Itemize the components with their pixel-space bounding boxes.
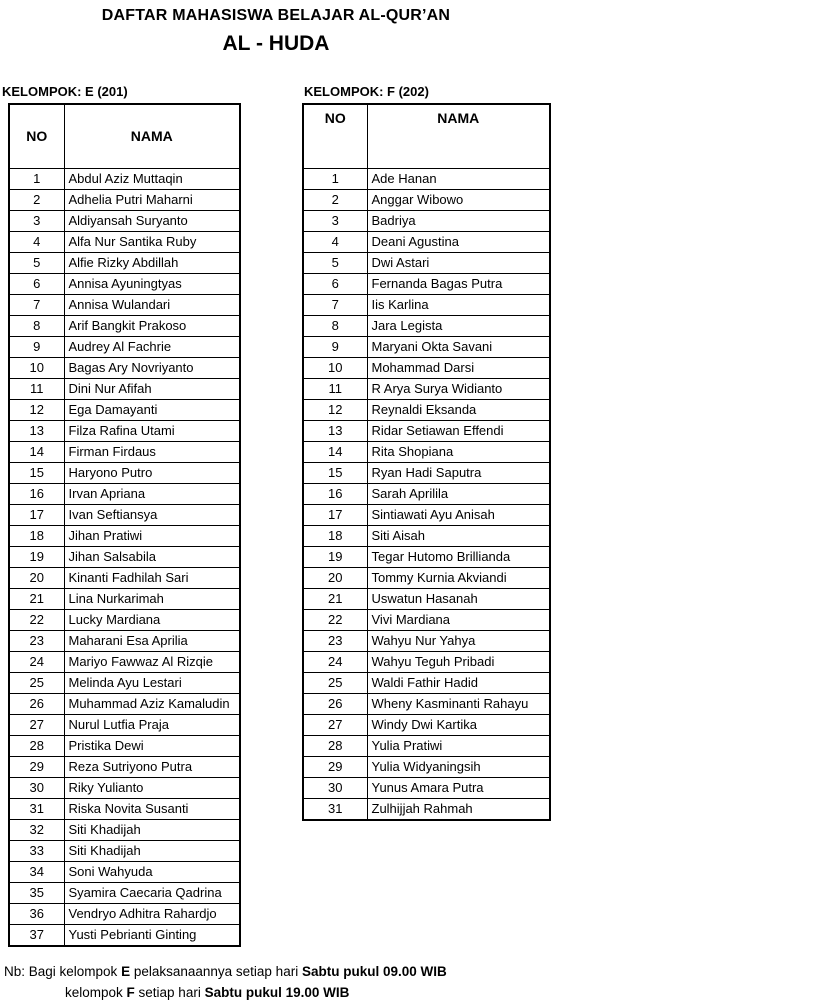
row-name-cell: Sarah Aprilila — [367, 483, 550, 504]
row-number-cell: 30 — [303, 777, 367, 798]
row-name-cell: Tommy Kurnia Akviandi — [367, 567, 550, 588]
row-number-cell: 28 — [9, 735, 64, 756]
table-row — [303, 798, 550, 820]
table-row — [9, 441, 240, 462]
kelompok-e-table — [8, 103, 241, 947]
row-number-cell: 30 — [9, 777, 64, 798]
row-number-cell: 26 — [9, 693, 64, 714]
table-row — [303, 189, 550, 210]
row-name-cell: Jara Legista — [367, 315, 550, 336]
table-row — [303, 294, 550, 315]
note-bold-segment: Sabtu pukul 19.00 WIB — [204, 985, 350, 1000]
row-name-cell: Siti Khadijah — [64, 819, 240, 840]
row-number-cell: 4 — [9, 231, 64, 252]
row-name-cell: Wheny Kasminanti Rahayu — [367, 693, 550, 714]
row-number-cell: 29 — [303, 756, 367, 777]
row-name-cell: Jihan Salsabila — [64, 546, 240, 567]
row-number-cell: 21 — [9, 588, 64, 609]
table-row — [9, 735, 240, 756]
table-row — [303, 672, 550, 693]
group-f-label: KELOMPOK: F (202) — [304, 84, 429, 99]
note-bold-segment: F — [126, 985, 135, 1000]
note-line-1 — [4, 961, 447, 982]
table-row — [9, 903, 240, 924]
document-title: DAFTAR MAHASISWA BELAJAR AL-QUR’AN — [101, 7, 451, 24]
no-column-header: NO — [303, 104, 367, 168]
row-number-cell: 13 — [9, 420, 64, 441]
table-row — [303, 777, 550, 798]
row-number-cell: 24 — [303, 651, 367, 672]
table-row — [303, 588, 550, 609]
table-row — [9, 294, 240, 315]
row-name-cell: Muhammad Aziz Kamaludin — [64, 693, 240, 714]
table-row — [303, 525, 550, 546]
table-row — [303, 210, 550, 231]
table-row — [9, 378, 240, 399]
row-name-cell: R Arya Surya Widianto — [367, 378, 550, 399]
row-number-cell: 28 — [303, 735, 367, 756]
row-name-cell: Yunus Amara Putra — [367, 777, 550, 798]
table-row — [303, 441, 550, 462]
row-number-cell: 7 — [9, 294, 64, 315]
row-number-cell: 20 — [303, 567, 367, 588]
row-name-cell: Soni Wahyuda — [64, 861, 240, 882]
row-name-cell: Vivi Mardiana — [367, 609, 550, 630]
row-name-cell: Firman Firdaus — [64, 441, 240, 462]
row-number-cell: 2 — [303, 189, 367, 210]
table-header-row — [303, 104, 550, 168]
row-number-cell: 11 — [9, 378, 64, 399]
row-number-cell: 8 — [9, 315, 64, 336]
row-name-cell: Adhelia Putri Maharni — [64, 189, 240, 210]
row-number-cell: 1 — [9, 168, 64, 189]
row-number-cell: 22 — [9, 609, 64, 630]
table-row — [9, 420, 240, 441]
row-name-cell: Aldiyansah Suryanto — [64, 210, 240, 231]
row-number-cell: 31 — [303, 798, 367, 820]
row-name-cell: Sintiawati Ayu Anisah — [367, 504, 550, 525]
table-row — [9, 756, 240, 777]
row-name-cell: Nurul Lutfia Praja — [64, 714, 240, 735]
table-row — [303, 231, 550, 252]
table-row — [9, 693, 240, 714]
row-name-cell: Waldi Fathir Hadid — [367, 672, 550, 693]
row-name-cell: Anggar Wibowo — [367, 189, 550, 210]
table-row — [9, 819, 240, 840]
row-name-cell: Fernanda Bagas Putra — [367, 273, 550, 294]
table-row — [9, 651, 240, 672]
row-name-cell: Lina Nurkarimah — [64, 588, 240, 609]
row-name-cell: Yulia Widyaningsih — [367, 756, 550, 777]
row-name-cell: Windy Dwi Kartika — [367, 714, 550, 735]
row-name-cell: Maharani Esa Aprilia — [64, 630, 240, 651]
table-row — [9, 210, 240, 231]
row-name-cell: Riky Yulianto — [64, 777, 240, 798]
table-row — [9, 189, 240, 210]
row-number-cell: 7 — [303, 294, 367, 315]
table-row — [9, 609, 240, 630]
row-number-cell: 27 — [9, 714, 64, 735]
row-number-cell: 32 — [9, 819, 64, 840]
row-number-cell: 22 — [303, 609, 367, 630]
row-number-cell: 35 — [9, 882, 64, 903]
table-row — [303, 714, 550, 735]
row-number-cell: 19 — [303, 546, 367, 567]
group-e-label: KELOMPOK: E (201) — [2, 84, 128, 99]
table-row — [9, 483, 240, 504]
table-row — [303, 252, 550, 273]
row-name-cell: Mohammad Darsi — [367, 357, 550, 378]
row-number-cell: 36 — [9, 903, 64, 924]
row-number-cell: 13 — [303, 420, 367, 441]
table-row — [303, 357, 550, 378]
note-bold-segment: Sabtu pukul 09.00 WIB — [301, 964, 447, 979]
row-number-cell: 14 — [303, 441, 367, 462]
row-number-cell: 3 — [9, 210, 64, 231]
table-header-row — [9, 104, 240, 168]
table-row — [9, 882, 240, 903]
table-row — [9, 630, 240, 651]
row-name-cell: Lucky Mardiana — [64, 609, 240, 630]
row-number-cell: 27 — [303, 714, 367, 735]
row-name-cell: Kinanti Fadhilah Sari — [64, 567, 240, 588]
row-name-cell: Filza Rafina Utami — [64, 420, 240, 441]
row-name-cell: Wahyu Nur Yahya — [367, 630, 550, 651]
row-name-cell: Vendryo Adhitra Rahardjo — [64, 903, 240, 924]
document-subtitle: AL - HUDA — [222, 32, 330, 55]
table-row — [9, 714, 240, 735]
row-name-cell: Reza Sutriyono Putra — [64, 756, 240, 777]
row-name-cell: Alfa Nur Santika Ruby — [64, 231, 240, 252]
table-row — [9, 399, 240, 420]
row-name-cell: Iis Karlina — [367, 294, 550, 315]
row-number-cell: 10 — [303, 357, 367, 378]
table-row — [9, 672, 240, 693]
row-number-cell: 9 — [9, 336, 64, 357]
table-row — [9, 525, 240, 546]
row-name-cell: Ivan Seftiansya — [64, 504, 240, 525]
row-number-cell: 6 — [9, 273, 64, 294]
table-row — [9, 777, 240, 798]
row-number-cell: 33 — [9, 840, 64, 861]
table-row — [303, 609, 550, 630]
row-name-cell: Audrey Al Fachrie — [64, 336, 240, 357]
row-name-cell: Ade Hanan — [367, 168, 550, 189]
row-number-cell: 31 — [9, 798, 64, 819]
row-number-cell: 25 — [303, 672, 367, 693]
row-number-cell: 12 — [303, 399, 367, 420]
table-row — [303, 630, 550, 651]
note-bold-segment: E — [121, 964, 131, 979]
table-row — [303, 168, 550, 189]
row-name-cell: Ega Damayanti — [64, 399, 240, 420]
row-name-cell: Syamira Caecaria Qadrina — [64, 882, 240, 903]
row-name-cell: Jihan Pratiwi — [64, 525, 240, 546]
row-number-cell: 29 — [9, 756, 64, 777]
row-number-cell: 4 — [303, 231, 367, 252]
row-name-cell: Siti Khadijah — [64, 840, 240, 861]
no-column-header: NO — [9, 104, 64, 168]
row-number-cell: 19 — [9, 546, 64, 567]
table-row — [9, 336, 240, 357]
table-row — [9, 357, 240, 378]
table-row — [303, 693, 550, 714]
row-name-cell: Yusti Pebrianti Ginting — [64, 924, 240, 946]
row-number-cell: 12 — [9, 399, 64, 420]
row-number-cell: 16 — [303, 483, 367, 504]
table-row — [9, 798, 240, 819]
row-number-cell: 6 — [303, 273, 367, 294]
table-row — [9, 546, 240, 567]
table-row — [9, 567, 240, 588]
table-row — [303, 378, 550, 399]
table-row — [303, 735, 550, 756]
table-row — [303, 462, 550, 483]
row-name-cell: Alfie Rizky Abdillah — [64, 252, 240, 273]
row-number-cell: 2 — [9, 189, 64, 210]
table-row — [303, 546, 550, 567]
row-number-cell: 14 — [9, 441, 64, 462]
row-number-cell: 11 — [303, 378, 367, 399]
row-number-cell: 34 — [9, 861, 64, 882]
row-name-cell: Melinda Ayu Lestari — [64, 672, 240, 693]
table-row — [9, 924, 240, 946]
schedule-note — [4, 961, 447, 1003]
row-number-cell: 26 — [303, 693, 367, 714]
row-name-cell: Tegar Hutomo Brillianda — [367, 546, 550, 567]
row-name-cell: Uswatun Hasanah — [367, 588, 550, 609]
row-name-cell: Bagas Ary Novriyanto — [64, 357, 240, 378]
note-line-2 — [65, 982, 447, 1003]
table-row — [303, 567, 550, 588]
row-name-cell: Wahyu Teguh Pribadi — [367, 651, 550, 672]
row-name-cell: Dini Nur Afifah — [64, 378, 240, 399]
row-name-cell: Yulia Pratiwi — [367, 735, 550, 756]
kelompok-f-table-body — [303, 168, 550, 820]
table-row — [9, 252, 240, 273]
table-row — [303, 420, 550, 441]
row-number-cell: 24 — [9, 651, 64, 672]
nama-column-header: NAMA — [367, 104, 550, 168]
note-text-segment: kelompok — [65, 985, 127, 1000]
table-row — [303, 756, 550, 777]
row-name-cell: Ridar Setiawan Effendi — [367, 420, 550, 441]
row-number-cell: 5 — [9, 252, 64, 273]
table-row — [9, 462, 240, 483]
row-number-cell: 3 — [303, 210, 367, 231]
row-name-cell: Dwi Astari — [367, 252, 550, 273]
row-name-cell: Deani Agustina — [367, 231, 550, 252]
table-row — [9, 861, 240, 882]
row-name-cell: Annisa Ayuningtyas — [64, 273, 240, 294]
table-row — [9, 588, 240, 609]
row-number-cell: 23 — [303, 630, 367, 651]
row-number-cell: 21 — [303, 588, 367, 609]
table-row — [9, 315, 240, 336]
table-row — [303, 336, 550, 357]
row-name-cell: Siti Aisah — [367, 525, 550, 546]
table-row — [303, 651, 550, 672]
note-text-segment: Nb: Bagi kelompok — [4, 964, 122, 979]
row-number-cell: 15 — [9, 462, 64, 483]
table-row — [9, 231, 240, 252]
row-number-cell: 1 — [303, 168, 367, 189]
row-number-cell: 15 — [303, 462, 367, 483]
row-number-cell: 17 — [9, 504, 64, 525]
row-name-cell: Riska Novita Susanti — [64, 798, 240, 819]
nama-column-header: NAMA — [64, 104, 240, 168]
table-row — [9, 840, 240, 861]
row-number-cell: 8 — [303, 315, 367, 336]
row-name-cell: Ryan Hadi Saputra — [367, 462, 550, 483]
row-name-cell: Maryani Okta Savani — [367, 336, 550, 357]
row-number-cell: 20 — [9, 567, 64, 588]
row-number-cell: 10 — [9, 357, 64, 378]
row-number-cell: 25 — [9, 672, 64, 693]
table-row — [9, 273, 240, 294]
row-name-cell: Mariyo Fawwaz Al Rizqie — [64, 651, 240, 672]
table-row — [303, 483, 550, 504]
row-number-cell: 23 — [9, 630, 64, 651]
row-name-cell: Zulhijjah Rahmah — [367, 798, 550, 820]
table-row — [303, 399, 550, 420]
row-number-cell: 17 — [303, 504, 367, 525]
table-row — [303, 273, 550, 294]
row-name-cell: Pristika Dewi — [64, 735, 240, 756]
row-name-cell: Abdul Aziz Muttaqin — [64, 168, 240, 189]
kelompok-e-table-body — [9, 168, 240, 946]
table-row — [9, 504, 240, 525]
row-name-cell: Annisa Wulandari — [64, 294, 240, 315]
row-number-cell: 18 — [9, 525, 64, 546]
note-text-segment: setiap hari — [134, 985, 205, 1000]
row-name-cell: Arif Bangkit Prakoso — [64, 315, 240, 336]
row-number-cell: 18 — [303, 525, 367, 546]
table-row — [9, 168, 240, 189]
kelompok-f-table — [302, 103, 551, 821]
row-number-cell: 16 — [9, 483, 64, 504]
row-number-cell: 5 — [303, 252, 367, 273]
note-text-segment: pelaksanaannya setiap hari — [130, 964, 302, 979]
row-name-cell: Haryono Putro — [64, 462, 240, 483]
row-number-cell: 9 — [303, 336, 367, 357]
table-row — [303, 315, 550, 336]
row-name-cell: Irvan Apriana — [64, 483, 240, 504]
row-number-cell: 37 — [9, 924, 64, 946]
row-name-cell: Reynaldi Eksanda — [367, 399, 550, 420]
table-row — [303, 504, 550, 525]
row-name-cell: Rita Shopiana — [367, 441, 550, 462]
row-name-cell: Badriya — [367, 210, 550, 231]
